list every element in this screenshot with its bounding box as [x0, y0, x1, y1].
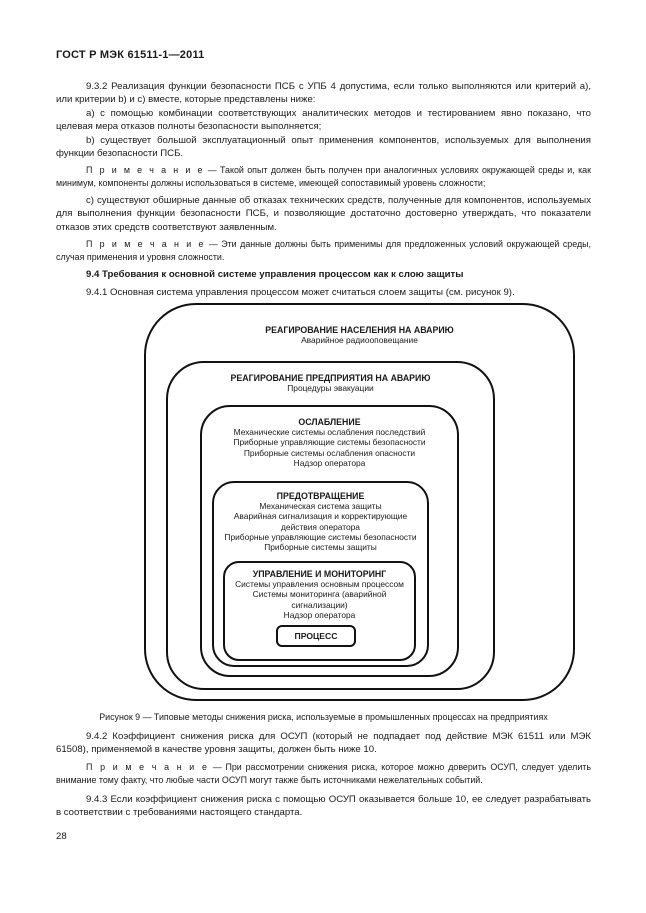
note-1: [56, 164, 591, 190]
paragraph-9-4-3: 9.4.3 Если коэффициент снижения риска с помощью ОСУП оказывается больше 10, ее следует разрабатывать в соответствии с требованиями настоящего стандарта.: [56, 794, 591, 819]
layer-4-line-4: Приборные управляющие системы безопасности: [224, 531, 417, 542]
layer-3-title: ОСЛАБЛЕНИЕ: [298, 417, 361, 427]
note-3-text: — При рассмотрении снижения риска, которое можно доверить ОСУП, следует уделить внимание тому факту, что любые части ОСУП могут также быть источниками нежелательных событий.: [56, 762, 591, 785]
layer-1-title: РЕАГИРОВАНИЕ НАСЕЛЕНИЯ НА АВАРИЮ: [265, 325, 454, 335]
layer-2-title: РЕАГИРОВАНИЕ ПРЕДПРИЯТИЯ НА АВАРИЮ: [230, 373, 431, 383]
layer-5-title: УПРАВЛЕНИЕ И МОНИТОРИНГ: [252, 569, 387, 579]
layer-4-line-2: Аварийная сигнализация и корректирующие: [233, 511, 408, 522]
layer-5-line-2: Системы мониторинга (аварийной: [252, 589, 387, 600]
protection-layers-diagram: [144, 303, 575, 701]
note-1-text: — Такой опыт должен быть получен при аналогичных условиях окружающей среды и, как минимум, компоненты должны использоваться в системе, имеющей сопоставимый уровень сложности;: [56, 165, 591, 188]
layer-4-line-1: Механическая система защиты: [259, 501, 382, 512]
layer-4-line-3: действия оператора: [281, 521, 360, 532]
process-core-box: ПРОЦЕСС: [276, 625, 356, 647]
figure-caption: Рисунок 9 — Типовые методы снижения риска, используемые в промышленных процессах на предприятиях: [99, 712, 548, 722]
layer-4-title: ПРЕДОТВРАЩЕНИЕ: [276, 491, 365, 501]
layer-4-line-5: Приборные системы защиты: [264, 542, 377, 553]
paragraph-9-4-2: 9.4.2 Коэффициент снижения риска для ОСУП (который не подпадает под действие МЭК 61511 или МЭК 61508), применяемой в качестве уровня защиты, должен быть ниже 10.: [56, 731, 591, 756]
section-heading-9-4: 9.4 Требования к основной системе управления процессом как к слою защиты: [86, 269, 464, 280]
criterion-b: b) существует большой эксплуатационный опыт применения компонентов, используемых для выполнения функции безопасности ПСБ.: [56, 135, 591, 160]
note-3: [56, 761, 591, 787]
layer-2-line: Процедуры эвакуации: [287, 383, 374, 394]
document-header: ГОСТ Р МЭК 61511-1—2011: [56, 49, 205, 61]
layer-3-line-2: Приборные управляющие системы безопасности: [233, 437, 426, 448]
layer-3-line-3: Приборные системы ослабления опасности: [243, 447, 416, 458]
note-1-label: П р и м е ч а н и е: [86, 165, 205, 175]
paragraph-9-4-1: 9.4.1 Основная система управления процессом может считаться слоем защиты (см. рисунок 9).: [86, 287, 515, 298]
layer-3-line-1: Механические системы ослабления последствий: [233, 427, 426, 438]
layer-5-line-4: Надзор оператора: [283, 609, 356, 620]
paragraph-9-3-2: 9.3.2 Реализация функции безопасности ПСБ с УПБ 4 допустима, если только выполняются или критерий а), или критерии b) и с) вместе, которые представлены ниже:: [56, 81, 591, 106]
note-3-label: П р и м е ч а н и е: [86, 762, 209, 772]
layer-5-line-3: сигнализации): [291, 599, 348, 610]
layer-3-line-4: Надзор оператора: [293, 457, 366, 468]
layer-5-line-1: Системы управления основным процессом: [235, 579, 404, 590]
note-2-text: — Эти данные должны быть применимы для предложенных условий окружающей среды, случая применения и уровня сложности.: [56, 239, 591, 262]
note-2: [56, 238, 591, 264]
note-2-label: П р и м е ч а н и е: [86, 239, 206, 249]
page-number: 28: [56, 831, 67, 842]
criterion-c: с) существуют обширные данные об отказах технических средств, полученные для компонентов, используемых для выполнения функции безопасности ПСБ, и позволяющие достаточно достоверно утверждать, что показатели отказов этих средств соответствуют заявленным.: [56, 195, 591, 233]
layer-1-line: Аварийное радиооповещание: [301, 335, 418, 346]
criterion-a: а) с помощью комбинации соответствующих аналитических методов и тестированием явно показано, что целевая мера отказов полноты безопасности выполняется;: [56, 108, 591, 133]
